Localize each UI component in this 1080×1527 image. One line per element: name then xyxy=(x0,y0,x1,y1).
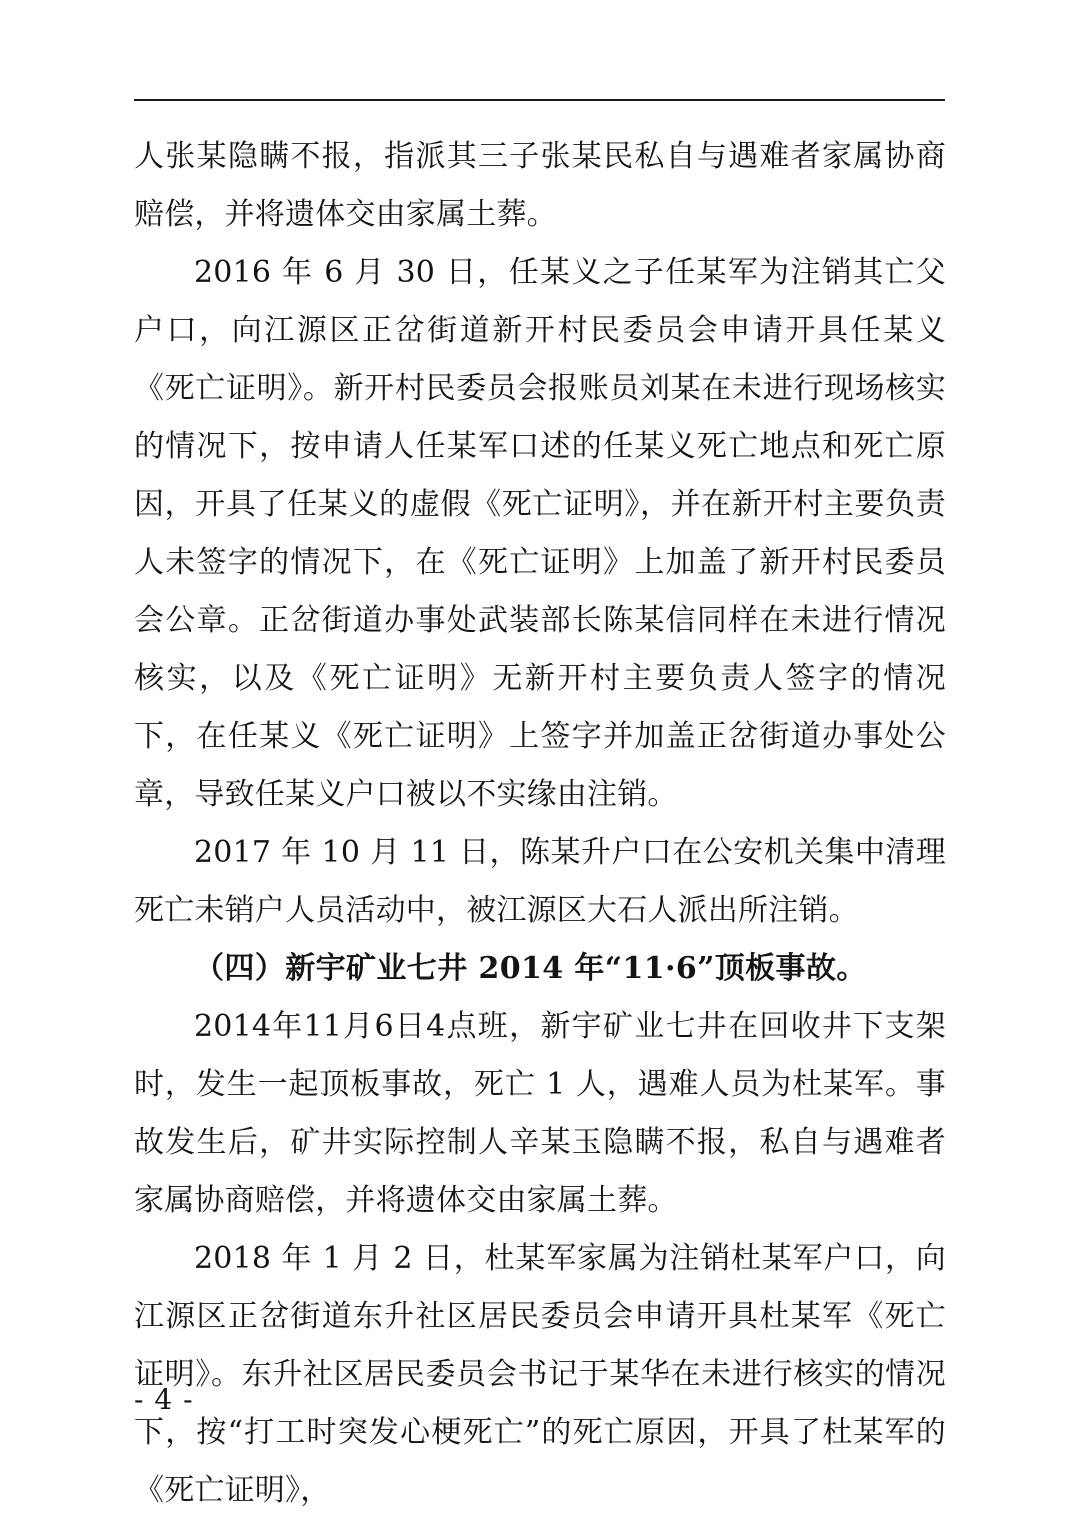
header-divider-rule xyxy=(134,99,945,101)
paragraph-2016-06-30: 2016 年 6 月 30 日，任某义之子任某军为注销其亡父户口，向江源区正岔街道新开村民委员会申请开具任某义《死亡证明》。新开村民委员会报账员刘某在未进行现场核实的情况下，按申请人任某军口述的任某义死亡地点和死亡原因，开具了任某义的虚假《死亡证明》，并在新开村主要负责人未签字的情况下，在《死亡证明》上加盖了新开村民委员会公章。正岔街道办事处武装部长陈某信同样在未进行情况核实，以及《死亡证明》无新开村主要负责人签字的情况下，在任某义《死亡证明》上签字并加盖正岔街道办事处公章，导致任某义户口被以不实缘由注销。 xyxy=(134,255,946,812)
page-number: - 4 - xyxy=(134,1383,194,1416)
section-heading-four: （四）新宇矿业七井 2014 年“11·6”顶板事故。 xyxy=(194,951,867,986)
paragraph-2014-11-06: 2014年11月6日4点班，新宇矿业七井在回收井下支架时，发生一起顶板事故，死亡 1 人，遇难人员为杜某军。事故发生后，矿井实际控制人辛某玉隐瞒不报，私自与遇难者家属协商赔偿，并将遗体交由家属土葬。 xyxy=(134,1009,946,1218)
paragraph-2018-01-02: 2018 年 1 月 2 日，杜某军家属为注销杜某军户口，向江源区正岔街道东升社区居民委员会申请开具杜某军《死亡证明》。东升社区居民委员会书记于某华在未进行核实的情况下，按“打工时突发心梗死亡”的死亡原因，开具了杜某军的《死亡证明》， xyxy=(134,1241,946,1508)
paragraph-2017-10-11: 2017 年 10 月 11 日，陈某升户口在公安机关集中清理死亡未销户人员活动中，被江源区大石人派出所注销。 xyxy=(134,835,946,928)
document-body-text xyxy=(134,128,946,1520)
paragraph-continuation: 人张某隐瞒不报，指派其三子张某民私自与遇难者家属协商赔偿，并将遗体交由家属土葬。 xyxy=(134,139,946,232)
